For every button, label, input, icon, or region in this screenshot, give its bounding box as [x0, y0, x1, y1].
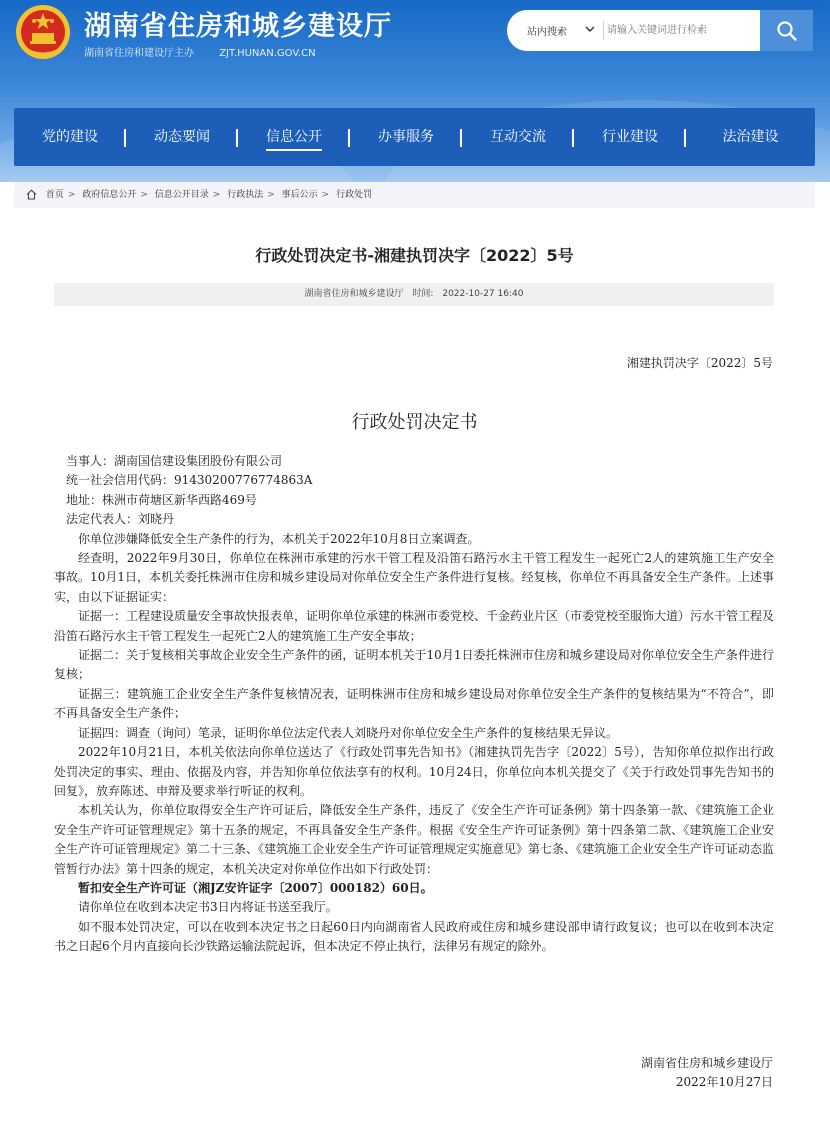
paragraph: 你单位涉嫌降低安全生产条件的行为，本机关于2022年10月8日立案调查。: [78, 531, 480, 546]
site-title[interactable]: 湖南省住房和城乡建设厅: [84, 11, 392, 42]
legal-representative: 法定代表人：刘晓丹: [66, 512, 175, 527]
site-subtitle: [84, 44, 338, 59]
paragraph: 证据二：关于复核相关事故企业安全生产条件的函，证明本机关于10月1日委托株洲市住房和城乡建设局对你单位安全生产条件进行复核；: [54, 648, 774, 682]
paragraph: 证据一：工程建设质量安全事故快报表单，证明你单位承建的株洲市委党校、千金药业片区（市委党校至服饰大道）污水干管工程及沿笛石路污水主干管工程发生一起死亡2人的建筑施工生产安全事故；: [54, 609, 775, 643]
paragraph: 如不服本处罚决定，可以在收到本决定书之日起60日内向湖南省人民政府或住房和城乡建设部申请行政复议；也可以在收到本决定书之日起6个月内直接向长沙铁路运输法院起诉，但本决定不停止执行，法律另有规定的除外。: [54, 919, 774, 954]
nav-item-info-disclosure[interactable]: 信息公开: [238, 108, 350, 166]
issue-date: 2022年10月27日: [675, 1075, 773, 1090]
party-address: 地址：株洲市荷塘区新华西路469号: [66, 492, 257, 507]
breadcrumb-penalty[interactable]: 行政处罚: [336, 190, 373, 200]
search-box: [507, 10, 813, 51]
breadcrumb-home[interactable]: 首页: [45, 190, 64, 200]
breadcrumb-gov-info[interactable]: 政府信息公开: [82, 190, 137, 200]
penalty-decision: 暂扣安全生产许可证（湘JZ安许证字〔2007〕000182）60日。: [78, 880, 433, 895]
paragraph: 本机关认为，你单位取得安全生产许可证后，降低安全生产条件，违反了《安全生产许可证条例》第十四条第一款、《建筑施工企业安全生产许可证管理规定》第十五条的规定，不再具备安全生产条件。根据《安全生产许可证条例》第十四条第二款、《建筑施工企业安全生产许可证管理规定》第二十三条、《建筑施工企业安全生产许可证管理规定实施意见》第七条、《建筑施工企业安全生产许可证动态监管暂行办法》第十四条的规定，本机关决定对你单位作出如下行政处罚：: [54, 803, 775, 876]
nav-item-rule-of-law[interactable]: 法治建设: [722, 129, 779, 145]
nav-item-interaction[interactable]: 互动交流: [490, 129, 546, 145]
main-nav: [14, 108, 815, 166]
site-domain: ZJT.HUNAN.GOV.CN: [219, 48, 316, 59]
paragraph: 证据四：调查（询问）笔录，证明你单位法定代表人刘晓丹对你单位安全生产条件的复核结果无异议。: [78, 725, 619, 740]
time-label: 时间:: [412, 289, 434, 299]
document-number: 湘建执罚决字〔2022〕5号: [626, 356, 773, 370]
article-source: 湖南省住房和城乡建设厅: [304, 289, 404, 299]
signature-block: [641, 1054, 773, 1093]
breadcrumb-enforcement[interactable]: 行政执法: [227, 190, 264, 200]
home-icon[interactable]: [26, 189, 37, 200]
page-title: 行政处罚决定书-湘建执罚决字〔2022〕5号: [255, 246, 574, 265]
paragraph: 请你单位在收到本决定书3日内将证书送至我厅。: [78, 900, 338, 915]
breadcrumb-post-disclosure[interactable]: 事后公示: [281, 190, 318, 200]
article-meta: [54, 283, 774, 306]
article-time: 2022-10-27 16:40: [442, 289, 524, 299]
sponsor-text: 湖南省住房和建设厅主办: [84, 48, 194, 59]
credit-code: 统一社会信用代码：91430200776774863A: [66, 473, 313, 488]
search-icon: [776, 20, 798, 42]
nav-item-industry[interactable]: 行业建设: [602, 129, 658, 145]
party-name: 当事人：湖南国信建设集团股份有限公司: [66, 454, 283, 468]
chevron-down-icon[interactable]: [583, 22, 597, 36]
breadcrumb-info-catalog[interactable]: 信息公开目录: [154, 190, 209, 200]
search-divider: [603, 21, 604, 40]
issuing-authority: 湖南省住房和城乡建设厅: [640, 1056, 773, 1070]
document-heading: 行政处罚决定书: [351, 412, 478, 433]
nav-item-party[interactable]: 党的建设: [42, 129, 98, 145]
breadcrumb: 首页 > 政府信息公开 > 信息公开目录 > 行政执法 > 事后公示 > 行政处罚: [14, 182, 815, 208]
paragraph: 2022年10月21日，本机关依法向你单位送达了《行政处罚事先告知书》（湘建执罚先告字〔2022〕5号），告知你单位拟作出行政处罚决定的事实、理由、依据及内容，并告知你单位依法享有的权利。10月24日，你单位向本机关提交了《关于行政处罚事先告知书的回复》，放弃陈述、申辩及要求举行听证的权利。: [54, 745, 774, 798]
nav-item-news[interactable]: 动态要闻: [154, 129, 210, 145]
nav-item-services[interactable]: 办事服务: [378, 129, 434, 145]
national-emblem-icon: [12, 3, 74, 61]
search-button[interactable]: [760, 10, 813, 51]
paragraph: 证据三：建筑施工企业安全生产条件复核情况表，证明株洲市住房和城乡建设局对你单位安全生产条件的复核结果为“不符合”，即不再具备安全生产条件；: [54, 686, 774, 721]
document-body: [54, 452, 774, 957]
paragraph: 经查明，2022年9月30日，你单位在株洲市承建的污水干管工程及沿笛石路污水主干管工程发生一起死亡2人的建筑施工生产安全事故。10月1日，本机关委托株洲市住房和城乡建设局对你单位安全生产条件进行复核。经复核，你单位不再具备安全生产条件。上述事实，由以下证据证实：: [54, 551, 774, 604]
search-scope-select[interactable]: 站内搜索: [527, 27, 567, 38]
search-input[interactable]: [607, 20, 757, 40]
